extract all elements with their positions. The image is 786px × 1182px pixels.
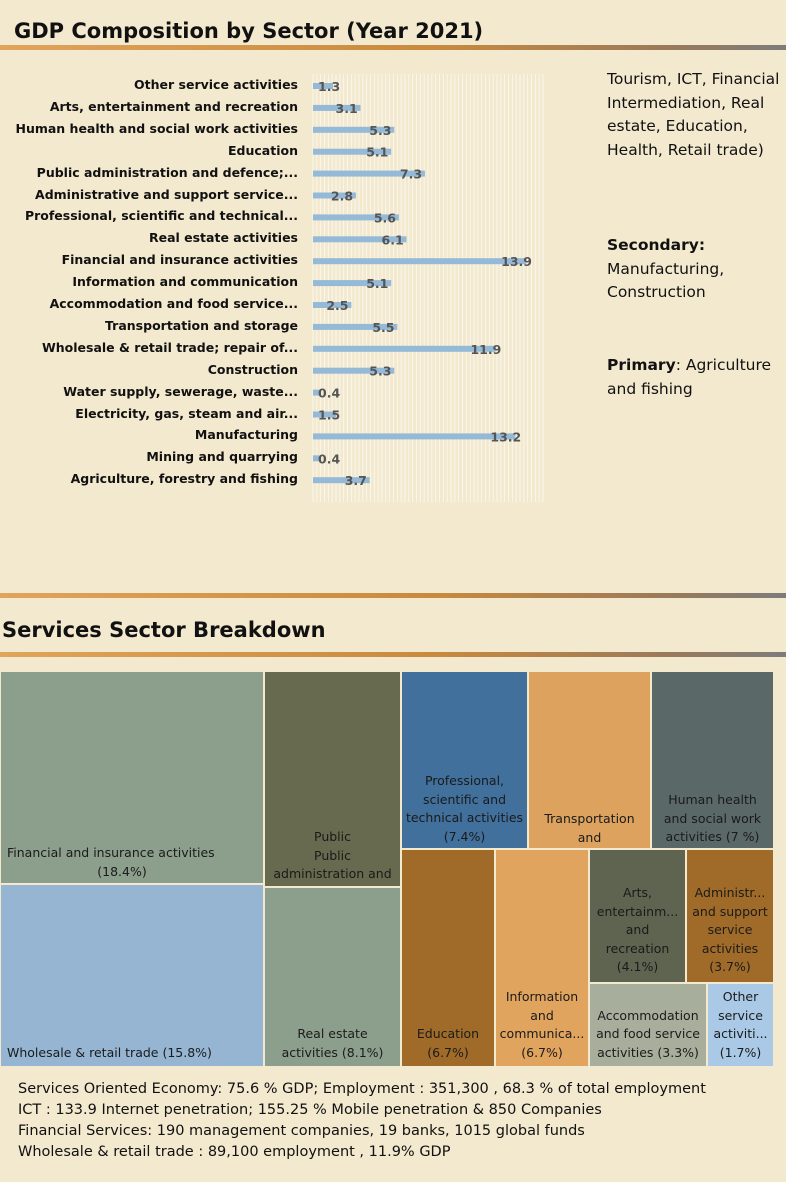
- data-label: 13.9: [501, 254, 532, 270]
- gdp-bar-chart: [0, 70, 600, 510]
- tile-label: activities (7 %): [665, 829, 760, 844]
- category-label: Wholesale & retail trade; repair of...: [41, 339, 298, 355]
- secondary-text: Manufacturing, Construction: [607, 259, 725, 301]
- services-treemap: [0, 671, 774, 1067]
- treemap-title-rule: [0, 652, 786, 657]
- primary-note: [607, 354, 782, 401]
- treemap-tile: [264, 887, 401, 1067]
- tile-label: Real estate: [297, 1026, 368, 1041]
- data-label: 1.5: [318, 407, 341, 423]
- category-label: Real estate activities: [148, 230, 298, 246]
- tile-label: Financial and insurance activities: [7, 845, 215, 860]
- tile-label: communica...: [499, 1026, 585, 1041]
- category-label: Manufacturing: [194, 427, 298, 443]
- data-label: 2.8: [330, 188, 354, 204]
- tile-label: and: [577, 829, 602, 845]
- tile-label: Public: [314, 829, 351, 844]
- data-label: 5.3: [369, 363, 392, 379]
- category-label: Other service activities: [134, 77, 298, 92]
- footer-line-financial: Financial Services: 190 management companies, 19 banks, 1015 global funds: [18, 1123, 585, 1139]
- tile-label: Public administration and: [273, 847, 392, 881]
- tile-label: activities (8.1%): [281, 1044, 384, 1060]
- treemap-tile: [707, 983, 774, 1067]
- tile-label: (6.7%): [521, 1044, 563, 1060]
- tile-label: activities: [701, 940, 759, 956]
- treemap-tile: [0, 671, 264, 884]
- treemap-tile: [401, 849, 495, 1067]
- category-label: Construction: [207, 361, 298, 377]
- data-label: 0.4: [318, 451, 341, 467]
- chart-title: GDP Composition by Sector (Year 2021): [14, 19, 484, 43]
- tile-label: scientific and: [422, 791, 507, 807]
- data-label: 11.9: [470, 341, 502, 357]
- footer-line-ict: ICT : 133.9 Internet penetration; 155.25 % Mobile penetration & 850 Companies: [18, 1102, 602, 1118]
- bar: [313, 433, 515, 439]
- tile-label: Administr...: [694, 885, 766, 900]
- data-label: 13.2: [490, 429, 522, 445]
- tile-label: Professional,: [424, 773, 505, 788]
- tile-label: Accommodation: [597, 1007, 699, 1023]
- title-rule: [0, 45, 786, 50]
- primary-label: Primary: [607, 356, 676, 374]
- data-label: 5.6: [373, 210, 397, 226]
- category-label: Human health and social work activities: [15, 120, 298, 136]
- data-label: 3.7: [344, 473, 367, 489]
- category-label: Public administration and defence;...: [36, 164, 298, 180]
- tile-label: technical activities: [405, 810, 524, 825]
- primary-text: : Agriculture and fishing: [607, 356, 772, 398]
- tile-label: Education: [416, 1026, 480, 1041]
- footer-line-economy: Services Oriented Economy: 75.6 % GDP; Employment : 351,300 , 68.3 % of total employment: [18, 1081, 706, 1097]
- tile-label: Arts,: [622, 885, 653, 900]
- section-divider: [0, 593, 786, 598]
- footer-line-trade: Wholesale & retail trade : 89,100 employment , 11.9% GDP: [18, 1144, 451, 1160]
- secondary-note: [607, 234, 782, 305]
- category-label: Professional, scientific and technical...: [24, 208, 298, 224]
- category-label: Mining and quarrying: [146, 449, 298, 465]
- treemap-tile: [589, 849, 686, 983]
- tile-label: (18.4%): [97, 863, 147, 879]
- data-label: 5.5: [372, 319, 395, 335]
- treemap-title: Services Sector Breakdown: [2, 618, 326, 642]
- tile-label: activiti...: [713, 1026, 768, 1041]
- tile-label: Other: [722, 989, 759, 1004]
- tile-label: recreation: [605, 940, 670, 956]
- data-label: 0.4: [318, 385, 341, 401]
- tertiary-note: Tourism, ICT, Financial Intermediation, Real estate, Education, Health, Retail trade): [607, 70, 780, 159]
- tile-label: activities (3.3%): [597, 1044, 699, 1060]
- category-label: Information and communication: [72, 274, 298, 290]
- treemap-tile: [264, 671, 401, 887]
- tile-label: and: [530, 1007, 554, 1023]
- category-label: Education: [228, 142, 298, 158]
- data-label: 5.1: [366, 276, 389, 292]
- data-label: 6.1: [381, 232, 404, 248]
- tile-label: (4.1%): [616, 959, 659, 974]
- tile-label: Transportation: [544, 811, 635, 826]
- tile-label: Human health: [668, 792, 757, 807]
- category-label: Financial and insurance activities: [61, 252, 298, 268]
- data-label: 5.1: [366, 144, 389, 160]
- category-label: Arts, entertainment and recreation: [49, 98, 298, 114]
- category-label: Water supply, sewerage, waste...: [63, 383, 298, 399]
- tile-label: entertainm...: [596, 903, 679, 919]
- category-label: Transportation and storage: [105, 317, 298, 333]
- category-label: Accommodation and food service...: [49, 296, 298, 311]
- tile-label: Information: [505, 989, 579, 1004]
- tile-label: service: [718, 1007, 763, 1023]
- tile-label: (6.7%): [427, 1044, 469, 1060]
- footer-notes: [18, 1079, 706, 1163]
- treemap-tile: [401, 671, 528, 849]
- treemap-tile: [686, 849, 774, 983]
- data-label: 7.3: [399, 166, 423, 182]
- treemap-tile: [589, 983, 707, 1067]
- bar: [313, 346, 495, 352]
- bar: [313, 258, 526, 264]
- treemap-tile: [495, 849, 589, 1067]
- tile-label: Wholesale & retail trade (15.8%): [7, 1044, 212, 1060]
- tile-label: (7.4%): [443, 828, 486, 844]
- data-label: 1.3: [318, 79, 341, 94]
- treemap-tile: [528, 671, 651, 849]
- data-label: 5.3: [369, 122, 392, 138]
- treemap-tile: [651, 671, 774, 849]
- tile-label: (3.7%): [709, 959, 751, 974]
- secondary-label: Secondary:: [607, 236, 706, 254]
- data-label: 3.1: [335, 100, 358, 116]
- data-label: 2.5: [326, 298, 349, 313]
- treemap-tile: [0, 884, 264, 1067]
- category-label: Administrative and support service...: [35, 186, 298, 202]
- tile-label: and: [625, 922, 650, 937]
- tile-label: and social work: [663, 810, 762, 826]
- tile-label: and food service: [596, 1026, 700, 1041]
- tile-label: service: [707, 922, 753, 937]
- tile-label: (1.7%): [719, 1044, 762, 1060]
- category-label: Agriculture, forestry and fishing: [70, 471, 298, 487]
- tile-label: and support: [692, 903, 768, 919]
- category-label: Electricity, gas, steam and air...: [75, 405, 298, 421]
